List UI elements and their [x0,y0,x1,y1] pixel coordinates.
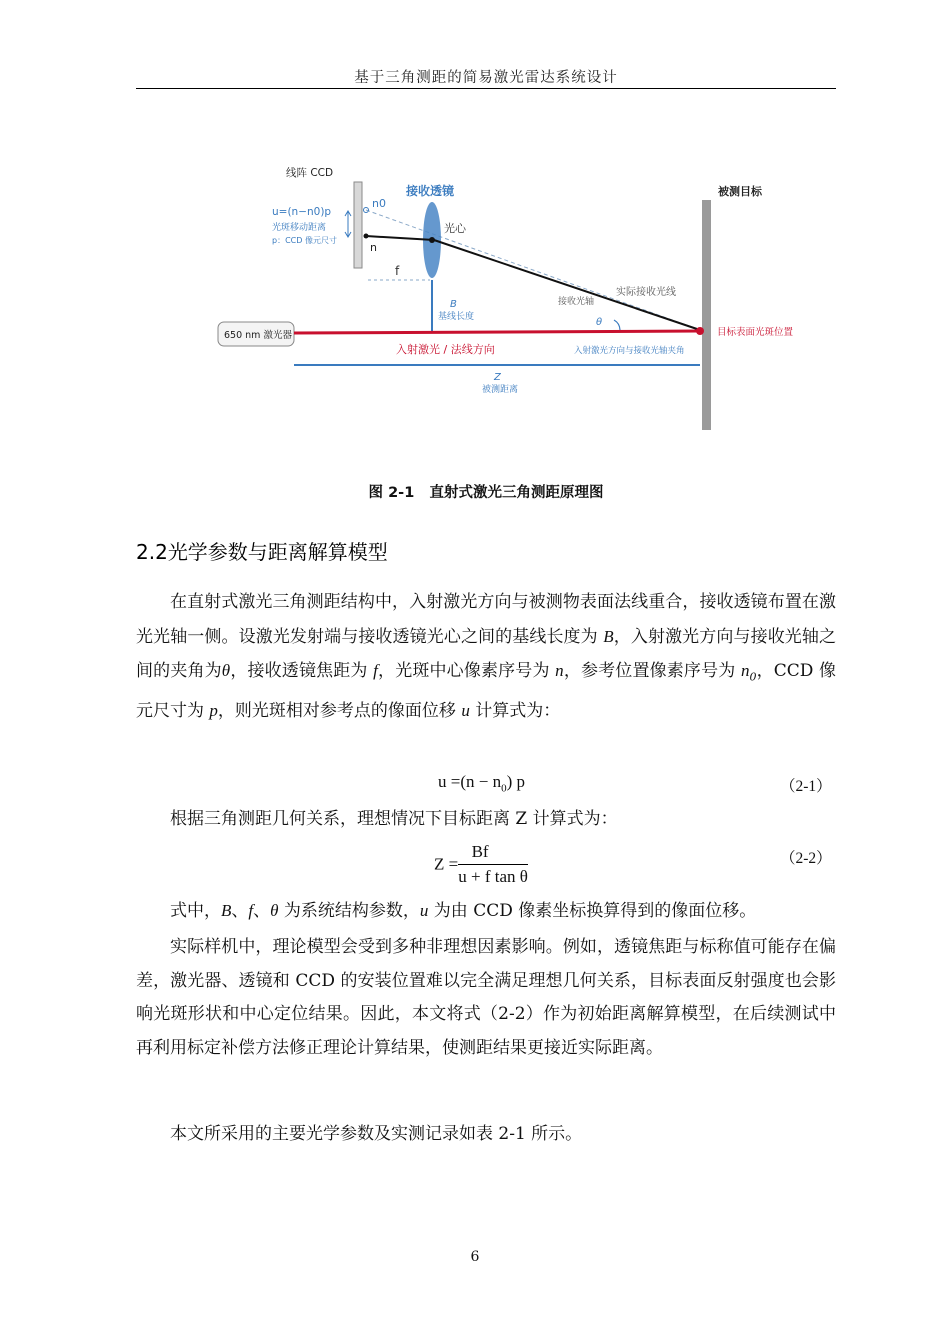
section-title: 光学参数与距离解算模型 [167,540,388,564]
page-number: 6 [470,1249,480,1265]
optical-center-label: 光心 [444,222,466,235]
caption-text: 直射式激光三角测距原理图 [429,485,604,501]
target-label: 被测目标 [718,185,762,198]
section-number: 2.2 [136,540,168,564]
theta-label: θ [596,317,603,328]
spot-move-label: 光斑移动距离 [272,223,327,233]
header-rule [136,88,836,89]
target-wall [702,200,711,430]
angle-desc-label: 入射激光方向与接收光轴夹角 [574,346,685,356]
caption-label: 图 2-1 [368,485,415,501]
lens-label: 接收透镜 [406,184,455,198]
f-label: f [395,264,400,278]
n0-label: n0 [372,197,386,210]
equation-2-1: $u =(n - n_0)$ p [438,772,526,795]
paragraph-3: 式中，B、f、θ 为系统结构参数，u 为由 CCD 像素坐标换算得到的像面位移。 [170,901,757,921]
equation-2-1-number: （2-1） [780,778,832,795]
ccd-bar [354,182,362,268]
incident-label: 入射激光 / 法线方向 [396,343,495,356]
equation-2-2: Z = $\frac{Bf}{\text{u + f tan θ}}$ [434,842,528,886]
actual-ray-label: 实际接收光线 [616,287,676,298]
section-heading [136,536,388,565]
laser-label: 650 nm 激光器 [224,330,292,341]
paragraph-2: 根据三角测距几何关系，理想情况下目标距离 Z 计算式为： [170,809,618,829]
u-formula-label: u=(n−n0)p [272,206,332,218]
triangulation-diagram [212,152,812,442]
b-label: B [450,299,457,310]
laser-beam [294,331,700,333]
paragraph-1: 在直射式激光三角测距结构中，入射激光方向与被测物表面法线重合，接收透镜布置在激光光轴一侧。设激光发射端与接收透镜光心之间的基线长度为 B，入射激光方向与接收光轴之间的夹角为θ，接收透镜焦距为 f，光斑中心像素序号为 n，参考位置像素序号为 $n_0$，CCD 像元尺寸为 p，则光斑相对参考点的像面位移 u 计算式为： [136,592,837,721]
distance-label: 被测距离 [482,385,519,395]
equation-2-2-number: （2-2） [780,850,832,867]
ccd-label: 线阵 CCD [286,167,334,179]
recv-axis-label: 接收光轴 [558,297,595,307]
paragraph-5: 本文所采用的主要光学参数及实测记录如表 2-1 所示。 [170,1124,583,1144]
z-label: Z [494,372,501,383]
figure-caption [136,481,836,502]
running-header: 基于三角测距的简易激光雷达系统设计 [354,70,618,86]
paragraph-4: 实际样机中，理论模型会受到多种非理想因素影响。例如，透镜焦距与标称值可能存在偏差，激光器、透镜和 CCD 的安装位置难以完全满足理想几何关系，目标表面反射强度也会影响光斑形状和中心定位结果。因此，本文将式（2-2）作为初始距离解算模型，在后续测试中再利用标定补偿方法修正理论计算结果，使测距结果更接近实际距离。 [136,937,836,1058]
pixel-size-label: p：CCD 像元尺寸 [272,236,337,245]
n-label: n [370,241,377,254]
baseline-label: 基线长度 [438,312,475,322]
spot-pos-label: 目标表面光斑位置 [717,327,794,338]
